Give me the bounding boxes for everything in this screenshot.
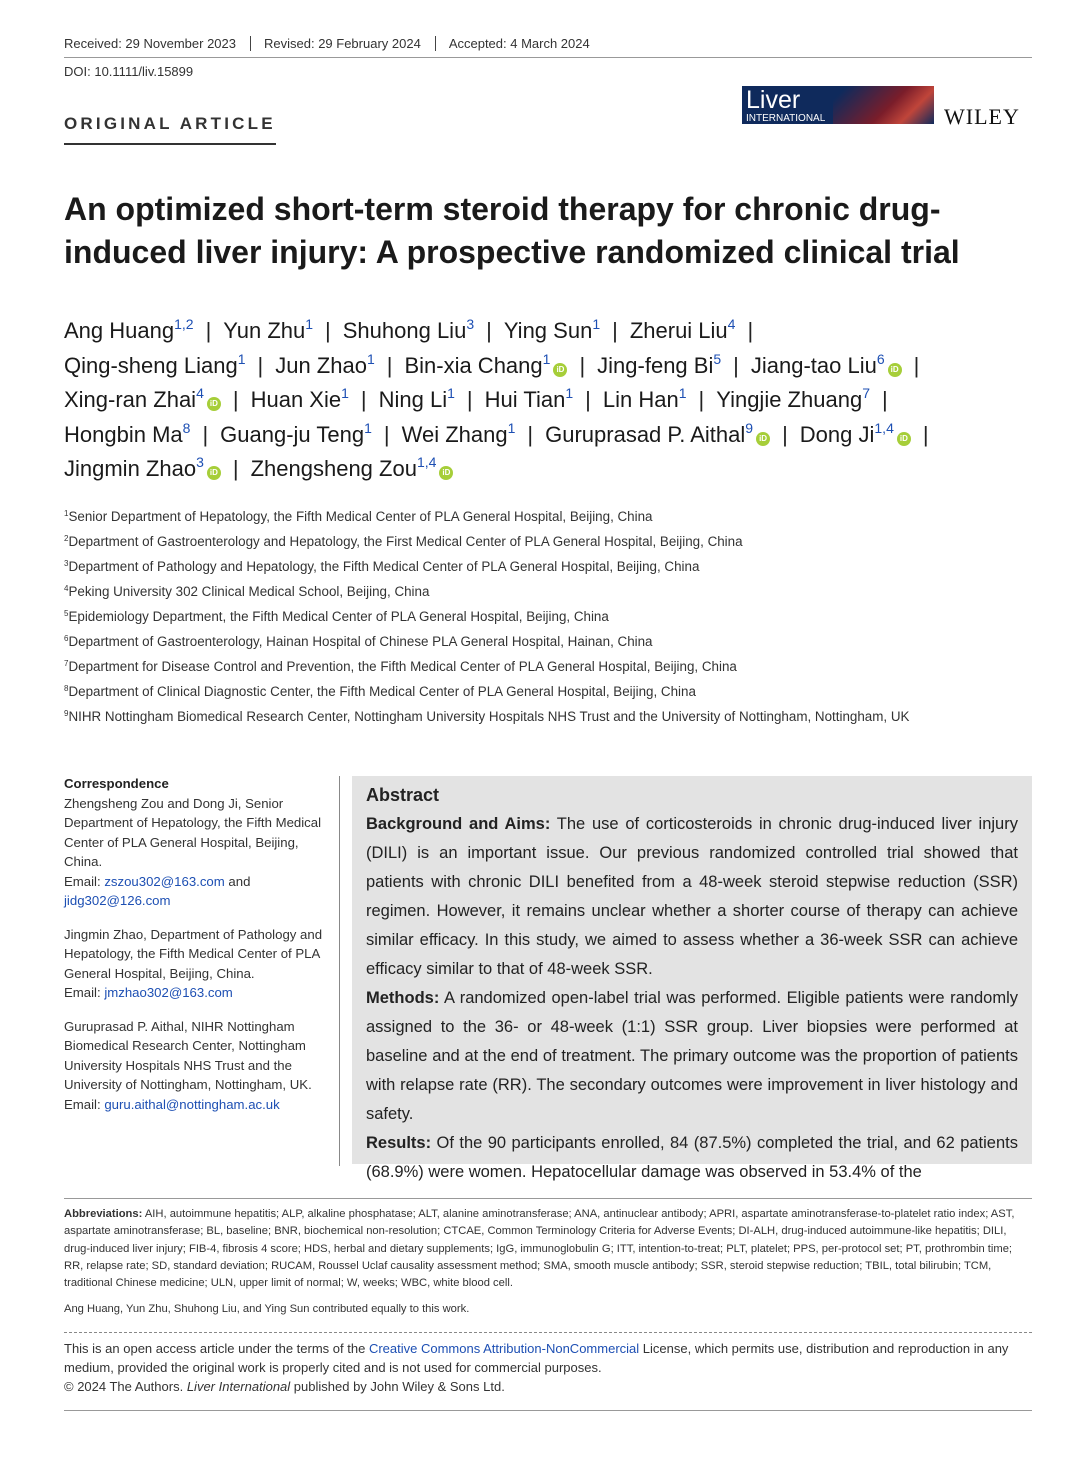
email-link[interactable]: jidg302@126.com: [64, 893, 171, 908]
author-name-text: Guang-ju Teng: [220, 421, 365, 447]
author-separator: |: [585, 387, 591, 412]
author-affiliation-number: 3: [466, 316, 475, 332]
section-text: A randomized open-label trial was performed. Eligible patients were randomly assigned to the 36- or 48-week (1:1) SSR group. Liver biopsies were performed at baseline and at the end of treatment. The primary outcome was the proportion of patients with relapse rate (RR). The secondary outcomes were improvement in liver histology and safety.: [366, 989, 1018, 1123]
affiliation-item: [64, 531, 1024, 556]
correspondence-text: Guruprasad P. Aithal, NIHR Nottingham Biomedical Research Center, Nottingham University Hospitals NHS Trust and the University of Nottingham, Nottingham, UK.: [64, 1018, 312, 1092]
abstract-methods: [366, 984, 1018, 1129]
author-name-text: Ning Li: [378, 387, 448, 412]
author-name-text: Yingjie Zhuang: [716, 387, 863, 412]
revised-date: Revised: 29 February 2024: [264, 36, 436, 51]
article-title: An optimized short-term steroid therapy for chronic drug-induced liver injury: A prospective randomized clinical trial: [64, 191, 960, 270]
author-separator: |: [922, 421, 929, 447]
email-label: Email:: [64, 985, 101, 1000]
author-affiliation-number: 5: [713, 350, 722, 367]
author-separator: |: [913, 352, 920, 378]
affiliation-number: 5: [64, 609, 69, 618]
affiliation-text: Department of Pathology and Hepatology, the Fifth Medical Center of PLA General Hospital, Beijing, China: [68, 559, 700, 574]
author-separator: |: [698, 387, 705, 412]
correspondence-text: Jingmin Zhao, Department of Pathology and Hepatology, the Fifth Medical Center of PLA General Hospital, Beijing, China.: [64, 926, 323, 981]
author-name[interactable]: [64, 350, 246, 378]
author-name[interactable]: [750, 350, 902, 378]
author-name-text: Zherui Liu: [629, 318, 728, 343]
affiliation-item: [64, 706, 1024, 731]
author-affiliation-number: 1: [341, 385, 349, 401]
author-name[interactable]: [223, 318, 313, 343]
header-rule: [64, 57, 1032, 58]
author-affiliation-number: 1: [237, 350, 246, 367]
author-name[interactable]: [251, 456, 454, 481]
abbreviations-text: AIH, autoimmune hepatitis; ALP, alkaline phosphatase; ALT, alanine aminotransferase; ANA, antinuclear antibody; APRI, aspartate aminotransferase-to-platelet ratio index; AST, aspartate aminotransferase; BL, baseline; BNR, biochemical non-resolution; CTCAE, Common Terminology Criteria for Adverse Events; DI-ALH, drug-induced autoimmune-like hepatitis; DILI, drug-induced liver injury; FIB-4, fibrosis 4 score; HDS, herbal and dietary supplements; IgG, immunoglobulin G; ITT, intention-to-treat; PLT, platelet; PPS, per-protocol set; PT, prothrombin time; RR, relapse rate; SD, standard deviation; RUCAM, Roussel Uclaf causality assessment method; SMA, smooth muscle antibody; SSR, steroid stepwise reduction; TBIL, total bilirubin; TCM, traditional Chinese medicine; ULN, upper limit of normal; W, weeks; WBC, white blood cell.: [64, 1208, 1015, 1290]
author-separator: |: [383, 421, 390, 447]
orcid-icon[interactable]: iD: [553, 363, 567, 377]
author-name-text: Dong Ji: [799, 421, 875, 447]
author-separator: |: [232, 456, 239, 481]
license-note: [64, 1339, 1032, 1396]
affiliation-text: Department of Clinical Diagnostic Center, the Fifth Medical Center of PLA General Hospital, Beijing, China: [68, 684, 696, 699]
liver-illustration-icon: [833, 86, 934, 124]
affiliation-number: 4: [64, 584, 69, 593]
author-name-text: Ying Sun: [503, 318, 593, 343]
author-name-text: Jing-feng Bi: [597, 352, 714, 378]
author-affiliation-number: 1: [447, 385, 455, 401]
copyright-text: © 2024 The Authors.: [64, 1379, 184, 1394]
author-name[interactable]: [64, 318, 194, 343]
author-name-text: Qing-sheng Liang: [64, 352, 238, 378]
author-name-text: Hui Tian: [484, 387, 566, 412]
correspondence: [64, 774, 326, 1128]
author-separator: |: [205, 318, 212, 343]
email-label: Email:: [64, 873, 101, 889]
affiliation-number: 9: [64, 709, 69, 718]
author-separator: |: [527, 421, 534, 447]
license-divider: [64, 1332, 1032, 1333]
affiliation-item: [64, 556, 1024, 581]
publisher-logo[interactable]: WILEY: [944, 104, 1020, 129]
author-separator: |: [782, 421, 788, 447]
affiliation-item: [64, 606, 1024, 631]
affiliation-text: Senior Department of Hepatology, the Fifth Medical Center of PLA General Hospital, Beijing, China: [68, 509, 653, 524]
author-name[interactable]: [379, 387, 455, 412]
author-name-text: Guruprasad P. Aithal: [545, 421, 746, 447]
author-separator: |: [612, 318, 618, 343]
affiliation-item: [64, 581, 1024, 606]
author-name[interactable]: [251, 387, 349, 412]
article-dates: [64, 36, 617, 51]
author-name[interactable]: [404, 350, 567, 378]
section-label: Results:: [366, 1134, 432, 1152]
affiliation-text: Department for Disease Control and Prevention, the Fifth Medical Center of PLA General Hospital, Beijing, China: [68, 659, 737, 674]
author-affiliation-number: 1,4: [416, 454, 437, 470]
affiliation-item: [64, 681, 1024, 706]
section-label: Background and Aims:: [366, 815, 551, 833]
affiliation-number: 7: [64, 659, 69, 668]
license-text: License, which permits use, distribution and reproduction in any medium, provided the original work is properly cited and is not used for commercial purposes.: [64, 1341, 1009, 1375]
author-affiliation-number: 1: [565, 385, 574, 401]
author-name-text: Shuhong Liu: [342, 318, 467, 343]
equal-contribution-note: Ang Huang, Yun Zhu, Shuhong Liu, and Ying Sun contributed equally to this work.: [64, 1303, 470, 1315]
author-affiliation-number: 1: [592, 316, 601, 332]
author-name-text: Ang Huang: [64, 318, 175, 343]
abstract-heading: Abstract: [366, 785, 440, 805]
journal-wordmark: [742, 86, 825, 124]
orcid-icon[interactable]: iD: [207, 466, 221, 480]
author-name-text: Jingmin Zhao: [64, 456, 197, 481]
author-affiliation-number: 1: [366, 350, 375, 367]
author-affiliation-number: 1,2: [174, 316, 194, 332]
correspondence-text: Zhengsheng Zou and Dong Ji, Senior Department of Hepatology, the Fifth Medical Center of PLA General Hospital, Beijing, China.: [64, 795, 322, 869]
author-name[interactable]: [64, 456, 221, 481]
affiliation-text: Department of Gastroenterology and Hepatology, the First Medical Center of PLA General Hospital, Beijing, China: [68, 534, 743, 549]
affiliation-item: [64, 631, 1024, 656]
abbreviations: [64, 1206, 1032, 1292]
email-link[interactable]: guru.aithal@nottingham.ac.uk: [104, 1096, 280, 1112]
author-name-text: Jun Zhao: [275, 352, 367, 378]
author-affiliation-number: 4: [196, 385, 204, 401]
author-affiliation-number: 1: [305, 316, 314, 332]
author-separator: |: [232, 387, 239, 412]
email-label: Email:: [64, 1096, 101, 1112]
abstract-box: [352, 776, 1032, 1181]
accepted-date: Accepted: 4 March 2024: [448, 36, 590, 51]
author-name-text: Hongbin Ma: [64, 421, 183, 447]
author-name-text: Jiang-tao Liu: [750, 352, 877, 378]
affiliation-number: 6: [64, 634, 69, 643]
orcid-icon[interactable]: iD: [756, 432, 770, 446]
author-list: [64, 314, 1044, 487]
author-affiliation-number: 8: [182, 419, 191, 436]
author-affiliation-number: 3: [196, 454, 204, 470]
doi[interactable]: DOI: 10.1111/liv.15899: [64, 64, 194, 79]
author-name[interactable]: [597, 350, 722, 378]
author-affiliation-number: 1: [364, 419, 372, 436]
author-name[interactable]: [799, 419, 911, 447]
author-name[interactable]: [716, 387, 870, 412]
affiliation-item: [64, 506, 1024, 531]
author-separator: |: [881, 387, 888, 412]
abstract-results: [366, 1129, 1018, 1187]
author-separator: |: [579, 352, 586, 378]
orcid-icon[interactable]: iD: [439, 466, 453, 480]
author-affiliation-number: 1,4: [874, 419, 894, 436]
copyright-journal: Liver International: [186, 1379, 291, 1394]
author-name[interactable]: [504, 318, 600, 343]
author-name[interactable]: [545, 419, 770, 447]
abbreviations-label: Abbreviations:: [64, 1208, 143, 1220]
affiliation-number: 3: [64, 559, 69, 568]
section-text: The use of corticosteroids in chronic drug-induced liver injury (DILI) is an important issue. Our previous randomized controlled trial showed that patients with chronic DILI benefited from a 48-week steroid stepwise reduction (SSR) regimen. However, it remains unclear whether a shorter course of therapy can achieve similar efficacy. In this study, we aimed to assess whether a 36-week SSR can achieve efficacy similar to that of 48-week SSR.: [366, 815, 1018, 978]
author-name-text: Lin Han: [602, 387, 679, 412]
license-text: This is an open access article under the terms of the: [64, 1341, 366, 1356]
author-name[interactable]: [64, 387, 221, 412]
affiliation-text: Peking University 302 Clinical Medical School, Beijing, China: [68, 584, 430, 599]
orcid-icon[interactable]: iD: [888, 363, 902, 377]
author-name-text: Bin-xia Chang: [404, 352, 543, 378]
author-separator: |: [747, 318, 754, 343]
journal-logo[interactable]: [742, 86, 934, 124]
author-separator: |: [466, 387, 473, 412]
conjunction: and: [228, 873, 251, 889]
bottom-rule: [64, 1410, 1032, 1411]
section-text: Of the 90 participants enrolled, 84 (87.5%) completed the trial, and 62 patients (68.9%) were women. Hepatocellular damage was observed in 53.4% of the: [366, 1134, 1018, 1181]
email-link[interactable]: jmzhao302@163.com: [104, 985, 233, 1000]
author-name[interactable]: [220, 419, 372, 447]
affiliation-item: [64, 656, 1024, 681]
author-name[interactable]: [64, 419, 191, 447]
author-name-text: Xing-ran Zhai: [64, 387, 197, 412]
author-name[interactable]: [401, 419, 516, 447]
author-affiliation-number: 1: [507, 419, 516, 436]
column-divider: [339, 776, 340, 1166]
correspondence-block: [64, 925, 326, 1003]
article-type: ORIGINAL ARTICLE: [64, 114, 276, 145]
correspondence-block: [64, 1017, 326, 1115]
license-link[interactable]: Creative Commons Attribution-NonCommercial: [368, 1341, 640, 1356]
author-separator: |: [733, 352, 739, 378]
author-affiliation-number: 1: [678, 385, 687, 401]
author-separator: |: [257, 352, 264, 378]
author-separator: |: [325, 318, 331, 343]
author-separator: |: [360, 387, 367, 412]
author-name-text: Wei Zhang: [401, 421, 508, 447]
affiliation-number: 1: [64, 509, 69, 518]
email-link[interactable]: zszou302@163.com: [104, 873, 225, 889]
author-name[interactable]: [485, 387, 574, 412]
affiliation-list: [64, 506, 1024, 731]
author-affiliation-number: 4: [727, 316, 736, 332]
section-label: Methods:: [366, 989, 440, 1007]
author-name-text: Yun Zhu: [223, 318, 306, 343]
author-affiliation-number: 7: [862, 385, 870, 401]
author-name[interactable]: [630, 318, 736, 343]
journal-subname: INTERNATIONAL: [746, 113, 826, 124]
affiliation-number: 8: [64, 684, 69, 693]
abstract-background: [366, 810, 1018, 984]
author-name[interactable]: [603, 387, 687, 412]
footer-rule: [64, 1198, 1032, 1199]
correspondence-block: [64, 794, 326, 911]
author-name-text: Huan Xie: [250, 387, 342, 412]
author-separator: |: [486, 318, 492, 343]
received-date: Received: 29 November 2023: [64, 36, 251, 51]
author-name[interactable]: [343, 318, 474, 343]
affiliation-number: 2: [64, 534, 69, 543]
author-affiliation-number: 9: [745, 419, 754, 436]
author-affiliation-number: 6: [876, 350, 885, 367]
affiliation-text: Department of Gastroenterology, Hainan Hospital of Chinese PLA General Hospital, Hainan, China: [68, 634, 653, 649]
correspondence-heading: Correspondence: [64, 776, 169, 791]
author-name-text: Zhengsheng Zou: [250, 456, 417, 481]
orcid-icon[interactable]: iD: [897, 432, 911, 446]
journal-name: Liver: [746, 86, 801, 114]
author-name[interactable]: [275, 350, 375, 378]
affiliation-text: Epidemiology Department, the Fifth Medical Center of PLA General Hospital, Beijing, China: [68, 609, 609, 624]
author-separator: |: [202, 421, 209, 447]
orcid-icon[interactable]: iD: [207, 397, 221, 411]
author-affiliation-number: 1: [542, 350, 551, 367]
author-separator: |: [386, 352, 393, 378]
copyright-text: published by John Wiley & Sons Ltd.: [293, 1379, 505, 1394]
affiliation-text: NIHR Nottingham Biomedical Research Center, Nottingham University Hospitals NHS Trust and the University of Nottingham, Nottingham, UK: [68, 709, 910, 724]
